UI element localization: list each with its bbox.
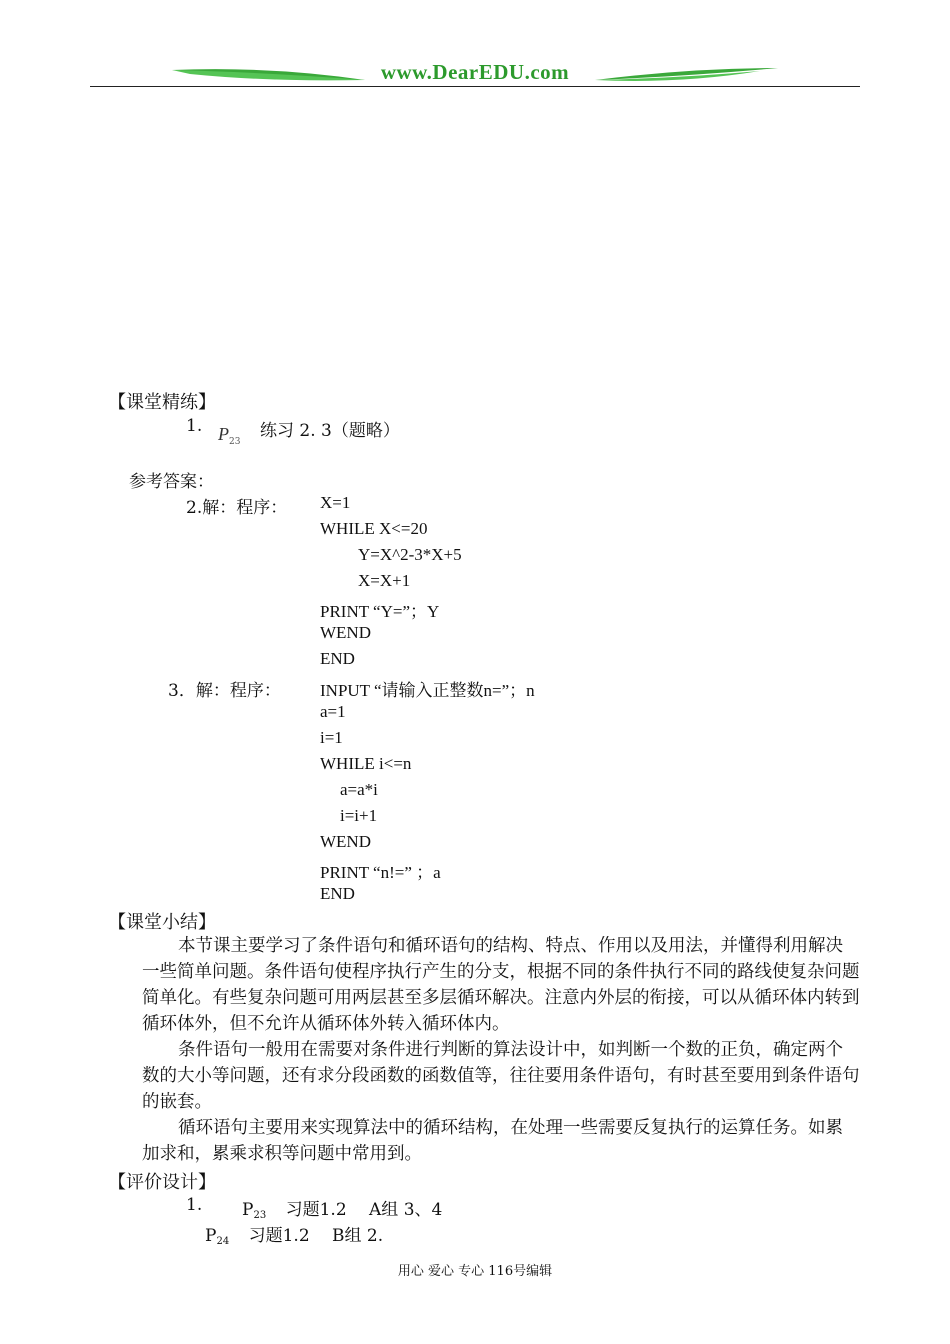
evaluation-line-1: P23 习题1.2 A组 3、4 — [242, 1200, 443, 1221]
summary-paragraph-3: 循环语句主要用来实现算法中的循环结构，在处理一些需要反复执行的运算任务。如累加求和，累乘求积等问题中常用到。 — [142, 1118, 843, 1164]
code-line: END — [320, 884, 355, 903]
header-divider — [90, 86, 860, 87]
summary-paragraph-1: 本节课主要学习了条件语句和循环语句的结构、特点、作用以及用法，并懂得利用解决一些简单问题。条件语句使程序执行产生的分支，根据不同的条件执行不同的路线使复杂问题简单化。有些复杂问题可用两层甚至多层循环解决。注意内外层的衔接，可以从循环体内转到循环体外，但不允许从循环体外转入循环体内。 — [142, 936, 860, 1034]
practice-heading: 【课堂精练】 — [108, 392, 216, 413]
code-line: i=i+1 — [340, 806, 378, 825]
practice-item1-number: 1. — [186, 416, 203, 436]
evaluation-line-2: P24 习题1.2 B组 2. — [205, 1226, 384, 1247]
answer3-label: 3．解：程序： — [168, 681, 281, 701]
code-line: X=1 — [320, 493, 351, 512]
code-line: END — [320, 649, 355, 668]
page-footer: 用心 爱心 专心 116号编辑 — [397, 1264, 553, 1279]
practice-item1-text: 练习 2. 3（题略） — [260, 421, 400, 441]
practice-item1-page: $P_{23}$ — [218, 424, 241, 447]
code-line: WHILE X<=20 — [320, 519, 428, 538]
code-line: PRINT “Y=”；Y — [320, 602, 440, 621]
answer2-label: 2.解：程序： — [186, 498, 288, 518]
code-line: WEND — [320, 832, 371, 851]
code-line: WEND — [320, 623, 371, 642]
code-line: a=a*i — [340, 780, 378, 799]
code-line: a=1 — [320, 702, 346, 721]
code-line: PRINT “n!=” ；a — [320, 863, 441, 882]
code-line: INPUT “请输入正整数n=”；n — [320, 681, 535, 700]
code-line: i=1 — [320, 728, 343, 747]
code-line: Y=X^2-3*X+5 — [358, 545, 462, 564]
evaluation-item1-number: 1. — [186, 1195, 203, 1215]
logo-text: www.DearEDU.com — [380, 60, 570, 84]
answer-label: 参考答案： — [129, 472, 214, 492]
summary-paragraph-2: 条件语句一般用在需要对条件进行判断的算法设计中，如判断一个数的正负，确定两个数的大小等问题，还有求分段函数的函数值等，往往要用条件语句，有时甚至要用到条件语句的嵌套。 — [142, 1040, 860, 1112]
code-line: WHILE i<=n — [320, 754, 412, 773]
summary-heading: 【课堂小结】 — [108, 912, 216, 933]
code-line: X=X+1 — [358, 571, 411, 590]
evaluation-heading: 【评价设计】 — [108, 1172, 216, 1193]
